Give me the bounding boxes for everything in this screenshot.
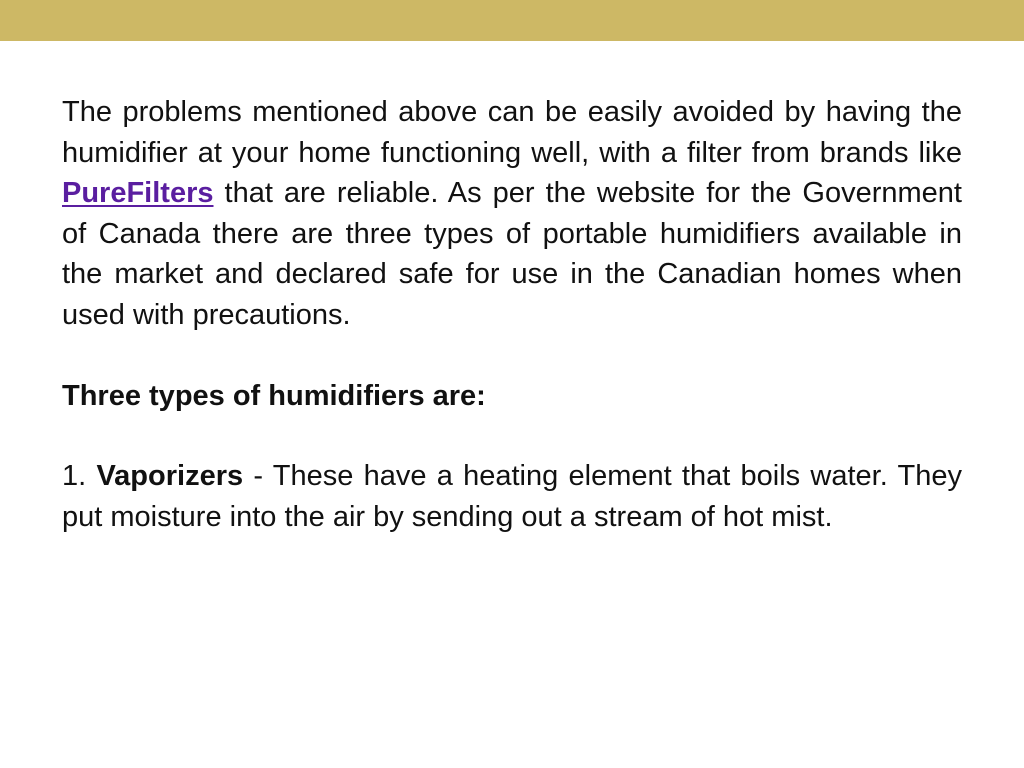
list-item-term: Vaporizers [96, 460, 244, 493]
slide-body [62, 92, 962, 537]
intro-paragraph [62, 92, 962, 336]
top-accent-bar [0, 0, 1024, 41]
list-item-number: 1. [62, 460, 87, 493]
list-item-vaporizers [62, 456, 962, 537]
list-item-description: - These have a heating element that boils water. They put moisture into the air by sending out a stream of hot mist. [62, 460, 962, 533]
purefilters-link[interactable]: PureFilters [62, 177, 214, 210]
section-heading: Three types of humidifiers are: [62, 379, 486, 412]
intro-text-after-link: that are reliable. As per the website for the Government of Canada there are three types of portable humidifiers available in the market and declared safe for use in the Canadian homes when used with precautions. [62, 177, 962, 331]
intro-text-before-link: The problems mentioned above can be easily avoided by having the humidifier at your home functioning well, with a filter from brands like [62, 96, 962, 169]
